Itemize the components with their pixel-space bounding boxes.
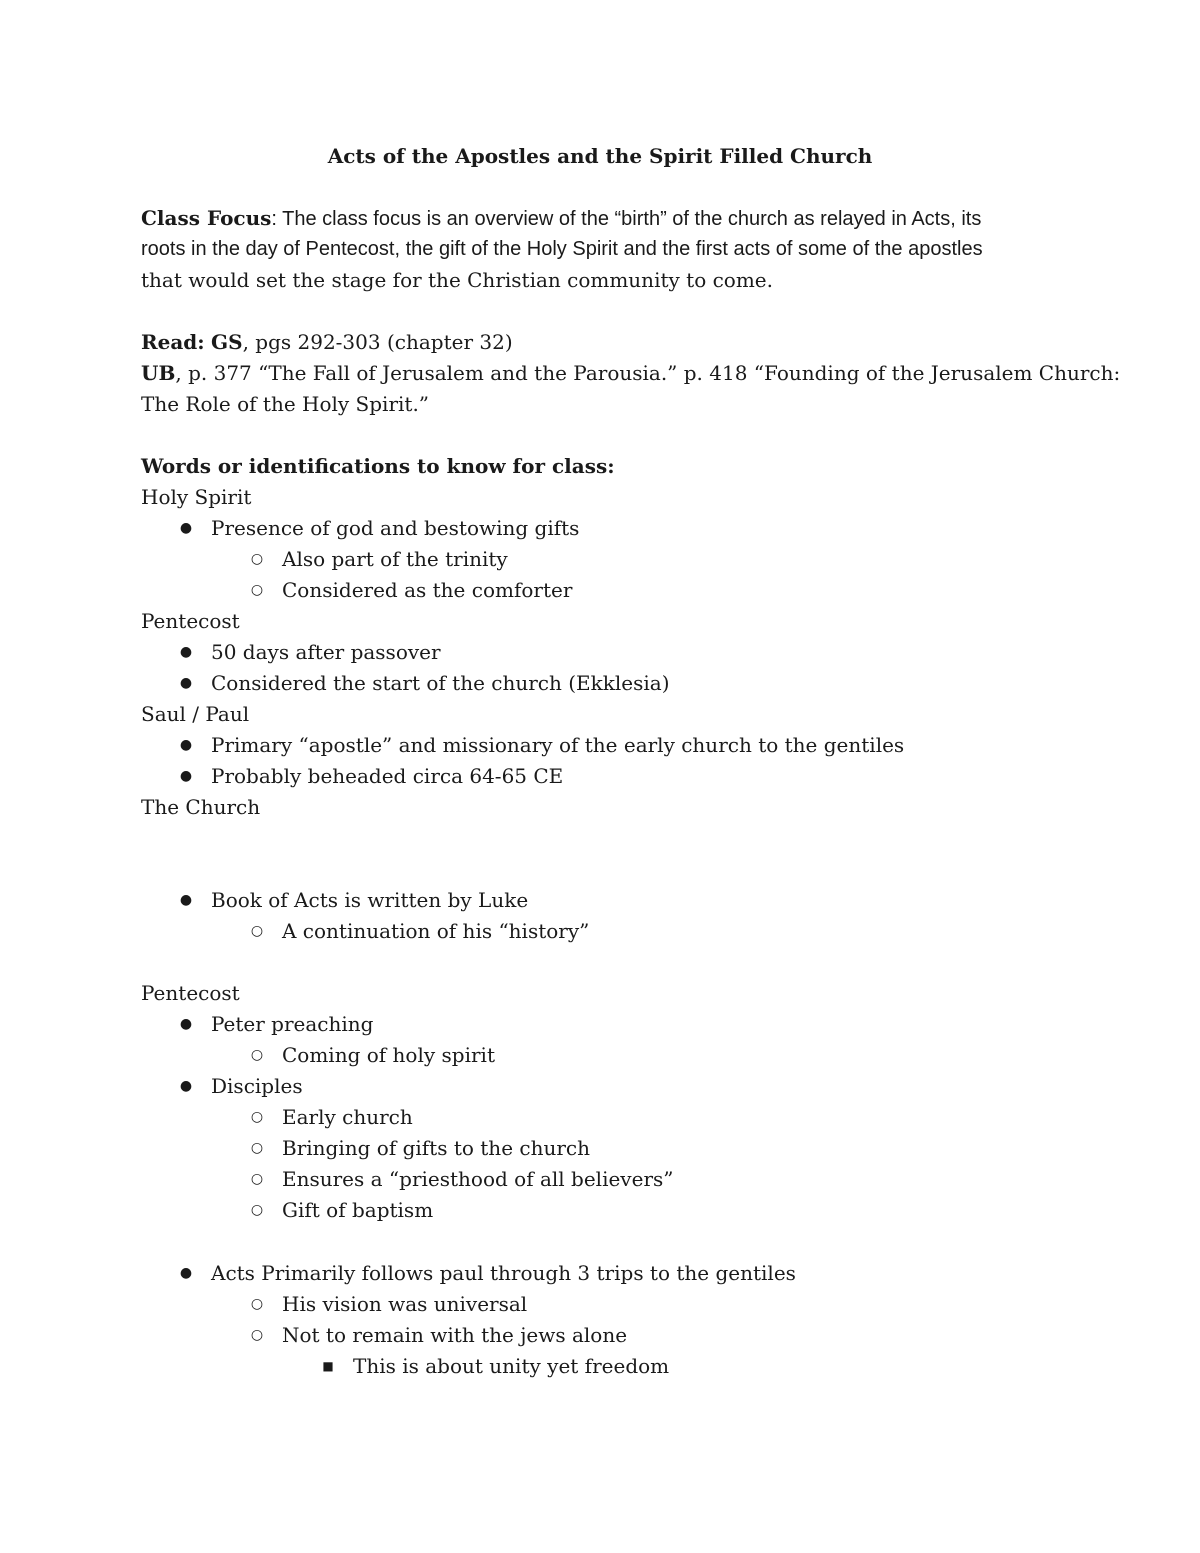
gs-label: GS <box>211 330 243 354</box>
ub-line-2: The Role of the Holy Spirit.” <box>141 392 430 416</box>
list-subitem: Not to remain with the jews alone <box>282 1323 628 1347</box>
list-item: Primary “apostle” and missionary of the early church to the gentiles <box>211 733 905 757</box>
class-focus-line-3: that would set the stage for the Christian community to come. <box>141 268 773 292</box>
list-item: Considered the start of the church (Ekklesia) <box>211 671 670 695</box>
list-subitem: Early church <box>282 1105 413 1129</box>
term-heading-holy-spirit: Holy Spirit <box>141 485 252 509</box>
circle-bullet-icon: ○ <box>250 1109 264 1125</box>
circle-bullet-icon: ○ <box>250 1296 264 1312</box>
circle-bullet-icon: ○ <box>250 1140 264 1156</box>
bullet-icon: ● <box>179 520 193 536</box>
list-item: Presence of god and bestowing gifts <box>211 516 580 540</box>
list-subitem: Also part of the trinity <box>282 547 508 571</box>
bullet-icon: ● <box>179 768 193 784</box>
list-subitem: Ensures a “priesthood of all believers” <box>282 1167 674 1191</box>
read-label: Read: <box>141 330 205 354</box>
circle-bullet-icon: ○ <box>250 1202 264 1218</box>
term-heading-pentecost: Pentecost <box>141 609 240 633</box>
list-subitem: His vision was universal <box>282 1292 528 1316</box>
term-heading-the-church: The Church <box>141 795 261 819</box>
term-heading-saul-paul: Saul / Paul <box>141 702 250 726</box>
square-bullet-icon: ■ <box>322 1359 334 1373</box>
page-title: Acts of the Apostles and the Spirit Filled Church <box>327 144 873 168</box>
list-item: Peter preaching <box>211 1012 374 1036</box>
ub-text-1: , p. 377 “The Fall of Jerusalem and the Parousia.” p. 418 “Founding of the Jerusalem Church: <box>175 361 1121 385</box>
bullet-icon: ● <box>179 644 193 660</box>
ub-line-1 <box>141 358 1120 389</box>
bullet-icon: ● <box>179 892 193 908</box>
circle-bullet-icon: ○ <box>250 1047 264 1063</box>
bullet-icon: ● <box>179 737 193 753</box>
bullet-icon: ● <box>179 1016 193 1032</box>
list-item: Disciples <box>211 1074 303 1098</box>
bullet-icon: ● <box>179 675 193 691</box>
bullet-icon: ● <box>179 1265 193 1281</box>
ub-label: UB <box>141 361 176 385</box>
list-item: Acts Primarily follows paul through 3 trips to the gentiles <box>211 1261 796 1285</box>
words-heading: Words or identifications to know for class: <box>141 454 615 478</box>
list-subitem: Bringing of gifts to the church <box>282 1136 590 1160</box>
class-focus-line-1 <box>141 203 981 235</box>
gs-text: , pgs 292-303 (chapter 32) <box>242 330 513 354</box>
circle-bullet-icon: ○ <box>250 1327 264 1343</box>
class-focus-line-2: roots in the day of Pentecost, the gift of the Holy Spirit and the first acts of some of the apostles <box>141 238 983 260</box>
circle-bullet-icon: ○ <box>250 551 264 567</box>
circle-bullet-icon: ○ <box>250 923 264 939</box>
circle-bullet-icon: ○ <box>250 582 264 598</box>
class-focus-text-1: : The class focus is an overview of the “birth” of the church as relayed in Acts, its <box>271 208 982 230</box>
section-heading-pentecost: Pentecost <box>141 981 240 1005</box>
circle-bullet-icon: ○ <box>250 1171 264 1187</box>
list-subitem: A continuation of his “history” <box>282 919 590 943</box>
read-line <box>141 327 513 358</box>
list-subitem: Coming of holy spirit <box>282 1043 495 1067</box>
list-subsubitem: This is about unity yet freedom <box>353 1354 670 1378</box>
list-item: Probably beheaded circa 64-65 CE <box>211 764 564 788</box>
list-subitem: Considered as the comforter <box>282 578 573 602</box>
bullet-icon: ● <box>179 1078 193 1094</box>
list-subitem: Gift of baptism <box>282 1198 434 1222</box>
list-item: 50 days after passover <box>211 640 441 664</box>
class-focus-label: Class Focus <box>141 206 272 230</box>
list-item: Book of Acts is written by Luke <box>211 888 529 912</box>
